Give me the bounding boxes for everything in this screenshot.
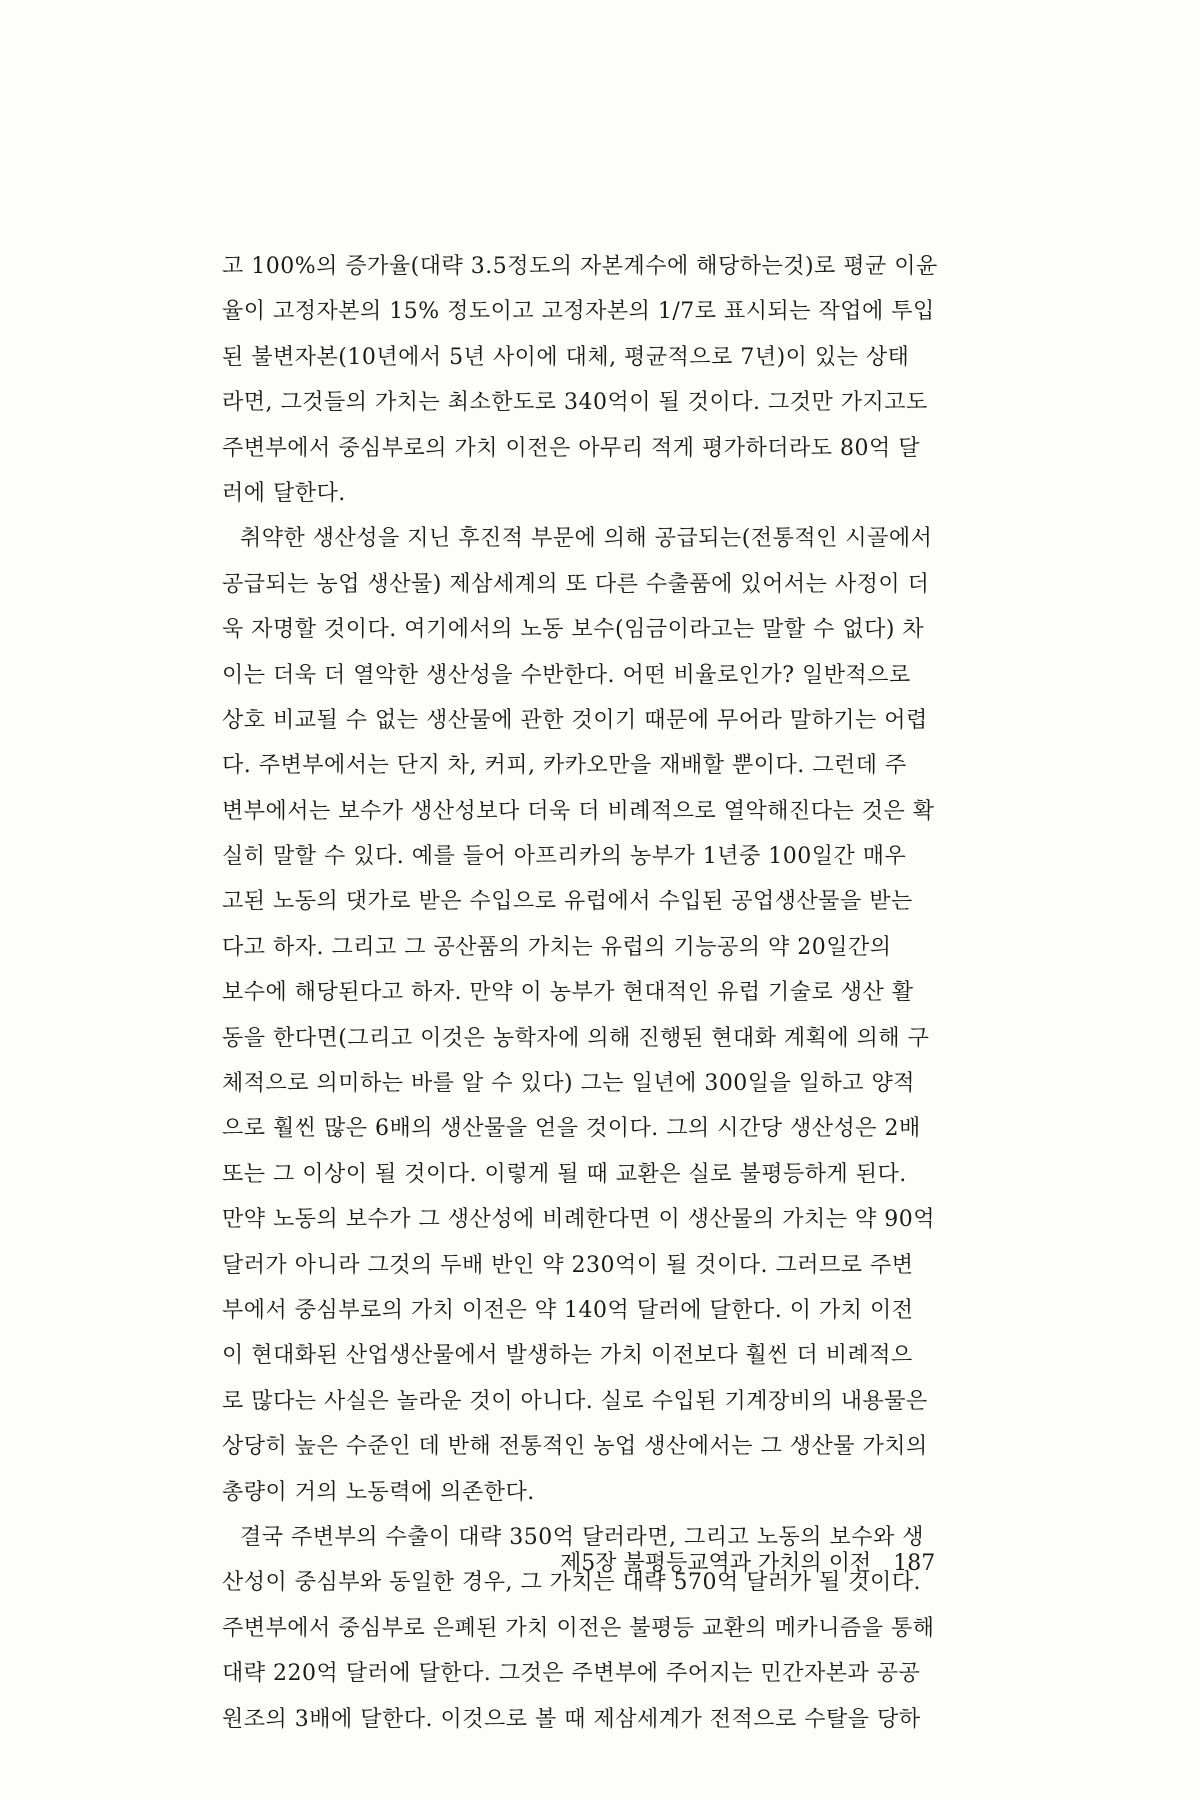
text-line: 로 많다는 사실은 놀라운 것이 아니다. 실로 수입된 기계장비의 내용물은 — [222, 1388, 928, 1414]
page-footer — [560, 1544, 1000, 1584]
text-line: 욱 자명할 것이다. 여기에서의 노동 보수(임금이라고는 말할 수 없다) 차 — [222, 617, 925, 643]
text-line: 러에 달한다. — [222, 480, 346, 506]
text-line: 상당히 높은 수준인 데 반해 전통적인 농업 생산에서는 그 생산물 가치의 — [222, 1434, 928, 1460]
text-line: 대략 220억 달러에 달한다. 그것은 주변부에 주어지는 민간자본과 공공 — [222, 1661, 921, 1687]
text-line: 만약 노동의 보수가 그 생산성에 비례한다면 이 생산물의 가치는 약 90억 — [222, 1207, 935, 1233]
chapter-title: 제5장 불평등교역과 가치의 이전 — [560, 1551, 872, 1576]
text-line: 이는 더욱 더 열악한 생산성을 수반한다. 어떤 비율로인가? 일반적으로 — [222, 662, 911, 688]
text-line: 주변부에서 중심부로 은폐된 가치 이전은 불평등 교환의 메카니즘을 통해 — [222, 1615, 935, 1641]
text-line: 달러가 아니라 그것의 두배 반인 약 230억이 될 것이다. 그러므로 주변 — [222, 1252, 914, 1278]
text-line: 동을 한다면(그리고 이것은 농학자에 의해 진행된 현대화 계획에 의해 구 — [222, 1025, 930, 1051]
text-line: 상호 비교될 수 없는 생산물에 관한 것이기 때문에 무어라 말하기는 어렵 — [222, 707, 928, 733]
text-line: 주변부에서 중심부로의 가치 이전은 아무리 적게 평가하더라도 80억 달 — [222, 435, 920, 461]
body-text — [222, 244, 1032, 1742]
text-line: 으로 훨씬 많은 6배의 생산물을 얻을 것이다. 그의 시간당 생산성은 2배 — [222, 1116, 921, 1142]
text-line: 실히 말할 수 있다. 예를 들어 아프리카의 농부가 1년중 100일간 매우 — [222, 844, 907, 870]
page-number: 187 — [893, 1551, 936, 1576]
text-line: 변부에서는 보수가 생산성보다 더욱 더 비례적으로 열악해진다는 것은 확 — [222, 798, 935, 824]
text-line: 원조의 3배에 달한다. 이것으로 볼 때 제삼세계가 전적으로 수탈을 당하 — [222, 1706, 921, 1732]
text-line: 이 현대화된 산업생산물에서 발생하는 가치 이전보다 훨씬 더 비례적으 — [222, 1343, 913, 1369]
text-line: 라면, 그것들의 가치는 최소한도로 340억이 될 것이다. 그것만 가지고도 — [222, 390, 928, 416]
text-line: 된 불변자본(10년에서 5년 사이에 대체, 평균적으로 7년)이 있는 상태 — [222, 344, 910, 370]
text-line: 율이 고정자본의 15% 정도이고 고정자본의 1/7로 표시되는 작업에 투입 — [222, 299, 935, 325]
text-line: 다. 주변부에서는 단지 차, 커피, 카카오만을 재배할 뿐이다. 그런데 주 — [222, 753, 907, 779]
text-line: 다고 하자. 그리고 그 공산품의 가치는 유럽의 기능공의 약 20일간의 — [222, 934, 892, 960]
text-line: 결국 주변부의 수출이 대략 350억 달러라면, 그리고 노동의 보수와 생 — [240, 1524, 924, 1550]
text-line: 또는 그 이상이 될 것이다. 이렇게 될 때 교환은 실로 불평등하게 된다. — [222, 1161, 907, 1187]
text-line: 취약한 생산성을 지닌 후진적 부문에 의해 공급되는(전통적인 시골에서 — [240, 526, 933, 552]
text-line: 총량이 거의 노동력에 의존한다. — [222, 1479, 535, 1505]
text-line: 체적으로 의미하는 바를 알 수 있다) 그는 일년에 300일을 일하고 양적 — [222, 1071, 916, 1097]
text-line: 고 100%의 증가율(대략 3.5정도의 자본계수에 해당하는것)로 평균 이윤 — [222, 254, 938, 279]
text-line: 공급되는 농업 생산물) 제삼세계의 또 다른 수출품에 있어서는 사정이 더 — [222, 571, 930, 597]
text-line: 산성이 중심부와 동일한 경우, 그 가치는 대략 570억 달러가 될 것이다. — [222, 1570, 921, 1596]
text-line: 보수에 해당된다고 하자. 만약 이 농부가 현대적인 유럽 기술로 생산 활 — [222, 980, 914, 1006]
text-line: 고된 노동의 댓가로 받은 수입으로 유럽에서 수입된 공업생산물을 받는 — [222, 889, 913, 915]
text-line: 부에서 중심부로의 가치 이전은 약 140억 달러에 달한다. 이 가치 이전 — [222, 1297, 914, 1323]
